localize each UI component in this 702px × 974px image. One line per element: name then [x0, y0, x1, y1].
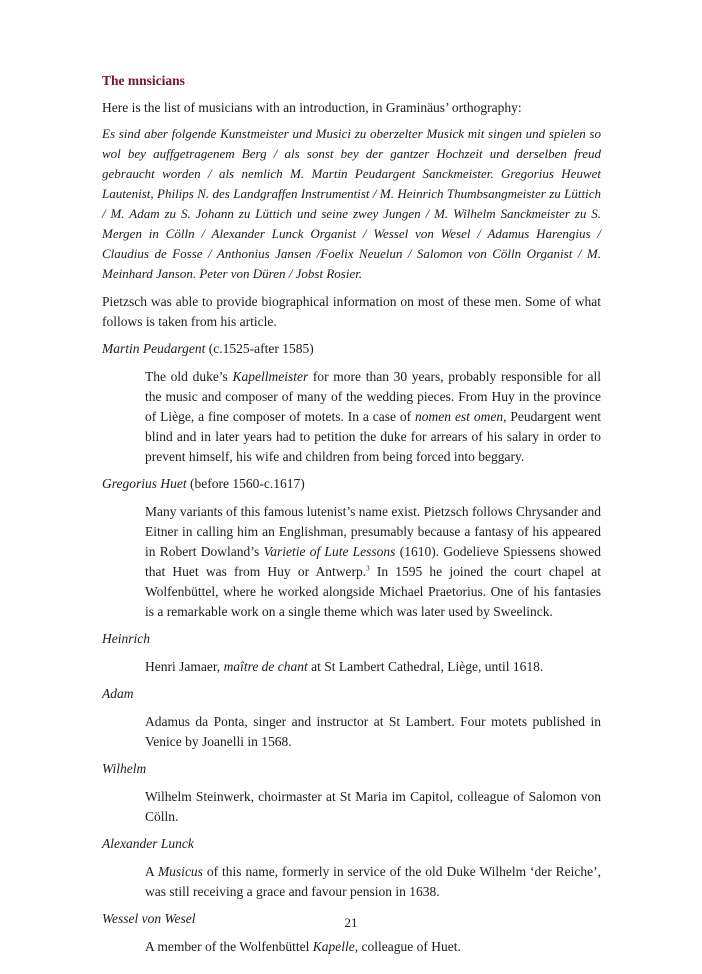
- italic-term: nomen est omen: [415, 409, 504, 424]
- entry-body-peudargent: [145, 367, 601, 467]
- text-run: Henri Jamaer,: [145, 659, 224, 674]
- entry-dates: (c.1525-after 1585): [205, 341, 314, 356]
- footnote-marker[interactable]: 3: [366, 564, 370, 573]
- text-run: for more than 30 years, probably responsible for all the music and composer of many of the wedding pieces. From Huy in the province of Liège, a fine composer of motets. In a case of: [145, 369, 601, 424]
- text-run: , colleague of Huet.: [354, 939, 461, 954]
- entry-body-heinrich: [145, 657, 601, 677]
- entry-body-wessel: [145, 937, 601, 957]
- entry-title-adam: [102, 684, 601, 704]
- entry-body-wilhelm: Wilhelm Steinwerk, choirmaster at St Maria im Capitol, colleague of Salomon von Cölln.: [145, 789, 601, 824]
- entry-title-huet: [102, 474, 601, 494]
- text-run: Many variants of this famous lutenist’s name exist. Pietzsch follows Chrysander and Eitner in calling him an Englishman, presumably because a fantasy of his appeared in Robert Dowland’s: [145, 504, 601, 559]
- text-run: The old duke’s: [145, 369, 233, 384]
- text-run: A: [145, 864, 158, 879]
- entry-title-heinrich: [102, 629, 601, 649]
- entry-title-lunck: [102, 834, 601, 854]
- entry-name: Wessel von Wesel: [102, 911, 196, 926]
- section-heading: The mnsicians: [102, 73, 185, 88]
- text-run: , Peudargent went blind and in later years had to petition the duke for arrears of his salary in order to prevent himself, his wife and children from being forced into beggary.: [145, 409, 601, 464]
- italic-term: Musicus: [157, 864, 203, 879]
- entry-title-peudargent: [102, 339, 601, 359]
- page-number: 21: [344, 915, 358, 930]
- text-run: of this name, formerly in service of the old Duke Wilhelm ‘der Reiche’, was still receiving a grace and favour pension in 1638.: [145, 864, 601, 899]
- entry-name: Martin Peudargent: [102, 341, 206, 356]
- entry-body-lunck: [145, 862, 601, 902]
- entry-name: Adam: [102, 686, 134, 701]
- italic-term: maître de chant: [223, 659, 308, 674]
- entry-body-huet: [145, 502, 601, 622]
- text-run: at St Lambert Cathedral, Liège, until 1618.: [307, 659, 544, 674]
- text-run: In 1595 he joined the court chapel at Wolfenbüttel, where he worked alongside Michael Praetorius. One of his fantasies is a remarkable work on a single theme which was later used by Sweelinck.: [145, 564, 601, 619]
- entry-name: Heinrich: [102, 631, 150, 646]
- pietzsch-paragraph: Pietzsch was able to provide biographical information on most of these men. Some of what follows is taken from his article.: [102, 294, 601, 329]
- entry-dates: (before 1560-c.1617): [186, 476, 305, 491]
- entry-name: Alexander Lunck: [102, 836, 194, 851]
- italic-term: Varietie of Lute Lessons: [263, 544, 396, 559]
- text-run: (1610). Godelieve Spiessens showed that Huet was from Huy or Antwerp.: [145, 544, 602, 579]
- entry-body-adam: Adamus da Ponta, singer and instructor at St Lambert. Four motets published in Venice by Joanelli in 1568.: [145, 714, 601, 749]
- entry-name: Wilhelm: [102, 761, 147, 776]
- intro-paragraph: Here is the list of musicians with an introduction, in Graminäus’ orthography:: [102, 100, 522, 115]
- italic-term: Kapelle: [312, 939, 355, 954]
- german-quote: Es sind aber folgende Kunstmeister und Musici zu oberzelter Musick mit singen und spielen so wol bey auffgetragenem Berg / als sonst bey der gantzer Hochzeit und derselben freud gebraucht worden / als nemlich M. Martin Peudargent Sanckmeister. Gregorius Heuwet Lautenist, Philips N. des Landgraffen Instrumentist / M. Heinrich Thumbsangmeister zu Lüttich / M. Adam zu S. Johann zu Lüttich und seine zwey Jungen / M. Wilhelm Sanckmeister zu S. Mergen in Cölln / Alexander Lunck Organist / Wessel von Wesel / Adamus Harengius / Claudius de Fosse / Anthonius Jansen /Foelix Neuelun / Salomon von Cölln Organist / M. Meinhard Janson. Peter von Düren / Jobst Rosier.: [102, 126, 601, 281]
- entry-title-wilhelm: [102, 759, 601, 779]
- page-content: [102, 72, 601, 964]
- text-run: A member of the Wolfenbüttel: [145, 939, 313, 954]
- italic-term: Kapellmeister: [232, 369, 309, 384]
- entry-name: Gregorius Huet: [102, 476, 187, 491]
